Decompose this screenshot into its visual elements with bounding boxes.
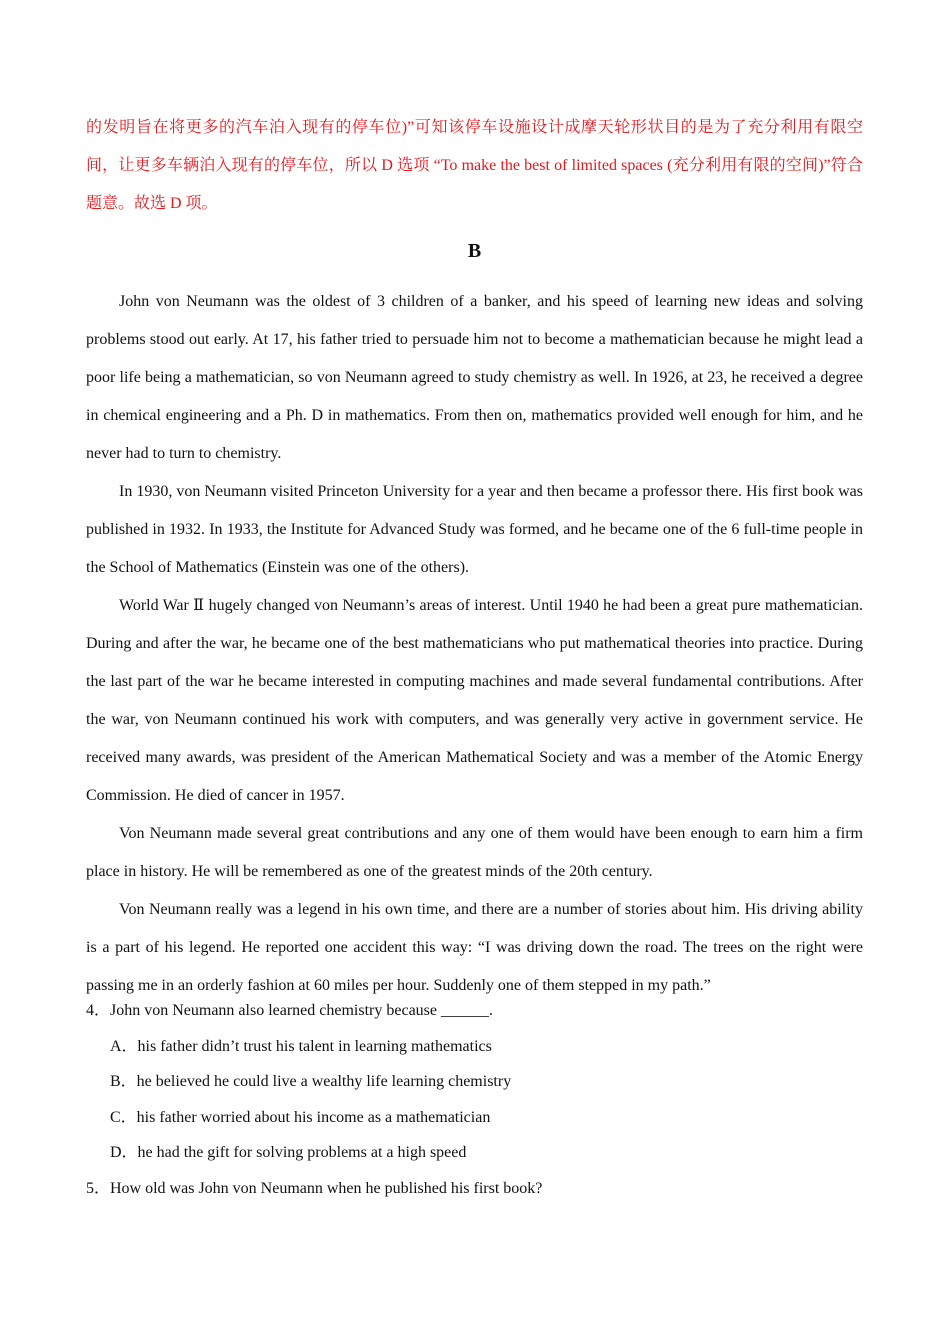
question-4-option-d: D．he had the gift for solving problems at a high speed bbox=[110, 1144, 467, 1162]
question-4-stem: 4．John von Neumann also learned chemistry because ______. bbox=[86, 1002, 494, 1019]
passage-paragraph: World War Ⅱ hugely changed von Neumann’s areas of interest. Until 1940 he had been a great pure mathematician. During and after the war, he became one of the best mathematicians who put mathematical theories into practice. During the last part of the war he became interested in computing machines and made several fundamental contributions. After the war, von Neumann continued his work with computers, and was generally very active in government service. He received many awards, was president of the American Mathematical Society and was a member of the Atomic Energy Commission. He died of cancer in 1957. bbox=[86, 597, 863, 804]
question-4-option-a: A．his father didn’t trust his talent in learning mathematics bbox=[110, 1037, 492, 1055]
reading-passage bbox=[86, 283, 863, 1005]
question-4-option-c: C．his father worried about his income as a mathematician bbox=[110, 1108, 491, 1126]
question-5-stem: 5．How old was John von Neumann when he published his first book? bbox=[86, 1179, 543, 1197]
section-title: B bbox=[467, 240, 482, 262]
passage-paragraph: In 1930, von Neumann visited Princeton University for a year and then became a professor there. His first book was published in 1932. In 1933, the Institute for Advanced Study was formed, and he became one of the 6 full-time people in the School of Mathematics (Einstein was one of the others). bbox=[86, 483, 863, 576]
passage-paragraph: John von Neumann was the oldest of 3 children of a banker, and his speed of learning new ideas and solving problems stood out early. At 17, his father tried to persuade him not to become a mathematician because he might lead a poor life being a mathematician, so von Neumann agreed to study chemistry as well. In 1926, at 23, he received a degree in chemical engineering and a Ph. D in mathematics. From then on, mathematics provided well enough for him, and he never had to turn to chemistry. bbox=[86, 293, 863, 462]
question-list bbox=[86, 993, 863, 1207]
passage-paragraph: Von Neumann really was a legend in his own time, and there are a number of stories about him. His driving ability is a part of his legend. He reported one accident this way: “I was driving down the road. The trees on the right were passing me in an orderly fashion at 60 miles per hour. Suddenly one of them stepped in my path.” bbox=[86, 901, 863, 994]
passage-paragraph: Von Neumann made several great contributions and any one of them would have been enough to earn him a firm place in history. He will be remembered as one of the greatest minds of the 20th century. bbox=[86, 825, 863, 880]
question-4-option-b: B．he believed he could live a wealthy life learning chemistry bbox=[110, 1073, 512, 1091]
answer-explanation: 的发明旨在将更多的汽车泊入现有的停车位)”可知该停车设施设计成摩天轮形状目的是为了充分利用有限空间，让更多车辆泊入现有的停车位，所以 D 选项 “To make the best of limited spaces (充分利用有限的空间)”符合题意。故选 D 项。 bbox=[86, 119, 863, 212]
